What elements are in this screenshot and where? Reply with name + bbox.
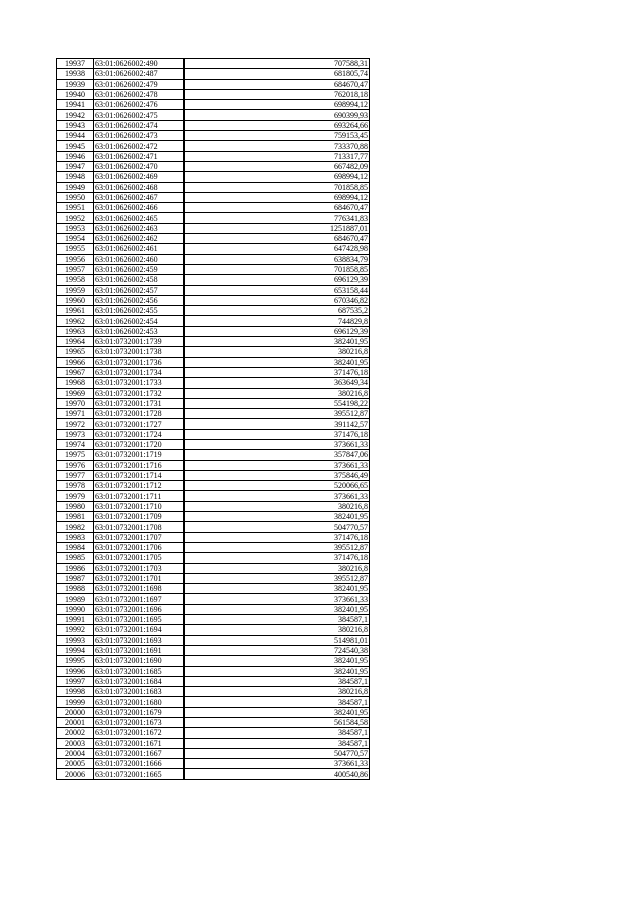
row-number-cell: 20004 [57,748,94,758]
cadastral-value-cell: 684670,47 [184,234,370,244]
cadastral-value-cell: 373661,33 [184,439,370,449]
cadastral-number-cell: 63:01:0732001:1733 [94,378,185,388]
cadastral-value-cell: 384587,1 [184,615,370,625]
row-number-cell: 20006 [57,769,94,779]
cadastral-number-cell: 63:01:0732001:1727 [94,419,185,429]
cadastral-number-cell: 63:01:0626002:455 [94,306,185,316]
table-row [57,697,370,707]
cadastral-number-cell: 63:01:0732001:1685 [94,666,185,676]
cadastral-value-cell: 395512,87 [184,573,370,583]
cadastral-number-cell: 63:01:0732001:1710 [94,501,185,511]
cadastral-number-cell: 63:01:0626002:471 [94,151,185,161]
table-row [57,59,370,69]
cadastral-number-cell: 63:01:0732001:1694 [94,625,185,635]
row-number-cell: 19993 [57,635,94,645]
row-number-cell: 19985 [57,553,94,563]
cadastral-number-cell: 63:01:0732001:1666 [94,759,185,769]
cadastral-value-cell: 400540,86 [184,769,370,779]
row-number-cell: 19997 [57,676,94,686]
table-row [57,223,370,233]
table-row [57,738,370,748]
table-row [57,234,370,244]
cadastral-value-cell: 693264,66 [184,120,370,130]
cadastral-number-cell: 63:01:0626002:466 [94,203,185,213]
cadastral-value-cell: 382401,95 [184,666,370,676]
cadastral-number-cell: 63:01:0626002:476 [94,100,185,110]
row-number-cell: 19964 [57,337,94,347]
cadastral-value-cell: 373661,33 [184,460,370,470]
cadastral-number-cell: 63:01:0732001:1698 [94,584,185,594]
cadastral-number-cell: 63:01:0732001:1734 [94,367,185,377]
cadastral-number-cell: 63:01:0732001:1711 [94,491,185,501]
cadastral-value-cell: 698994,12 [184,100,370,110]
cadastral-number-cell: 63:01:0732001:1731 [94,398,185,408]
table-row [57,203,370,213]
table-row [57,398,370,408]
cadastral-value-cell: 391142,57 [184,419,370,429]
row-number-cell: 19968 [57,378,94,388]
cadastral-number-cell: 63:01:0626002:474 [94,120,185,130]
row-number-cell: 19989 [57,594,94,604]
cadastral-number-cell: 63:01:0732001:1680 [94,697,185,707]
cadastral-number-cell: 63:01:0732001:1708 [94,522,185,532]
table-row [57,337,370,347]
cadastral-number-cell: 63:01:0732001:1679 [94,707,185,717]
cadastral-number-cell: 63:01:0732001:1696 [94,604,185,614]
table-row [57,450,370,460]
table-row [57,687,370,697]
cadastral-value-cell: 733370,88 [184,141,370,151]
row-number-cell: 19977 [57,470,94,480]
cadastral-value-cell: 504770,57 [184,522,370,532]
table-row [57,501,370,511]
cadastral-number-cell: 63:01:0626002:461 [94,244,185,254]
row-number-cell: 19999 [57,697,94,707]
table-row [57,522,370,532]
cadastral-value-cell: 382401,95 [184,512,370,522]
row-number-cell: 19998 [57,687,94,697]
cadastral-value-table [56,58,370,780]
row-number-cell: 19939 [57,79,94,89]
cadastral-number-cell: 63:01:0626002:458 [94,275,185,285]
cadastral-number-cell: 63:01:0732001:1712 [94,481,185,491]
row-number-cell: 19978 [57,481,94,491]
row-number-cell: 19976 [57,460,94,470]
cadastral-number-cell: 63:01:0626002:468 [94,182,185,192]
cadastral-value-cell: 371476,18 [184,429,370,439]
cadastral-value-cell: 701858,85 [184,182,370,192]
table-row [57,563,370,573]
row-number-cell: 19973 [57,429,94,439]
table-row [57,728,370,738]
cadastral-value-cell: 561584,58 [184,718,370,728]
cadastral-number-cell: 63:01:0732001:1701 [94,573,185,583]
row-number-cell: 20002 [57,728,94,738]
table-row [57,594,370,604]
cadastral-number-cell: 63:01:0626002:465 [94,213,185,223]
table-row [57,100,370,110]
row-number-cell: 19962 [57,316,94,326]
table-row [57,367,370,377]
cadastral-number-cell: 63:01:0732001:1736 [94,357,185,367]
table-row [57,645,370,655]
cadastral-value-cell: 687535,2 [184,306,370,316]
row-number-cell: 19995 [57,656,94,666]
cadastral-number-cell: 63:01:0732001:1719 [94,450,185,460]
cadastral-number-cell: 63:01:0732001:1716 [94,460,185,470]
row-number-cell: 19991 [57,615,94,625]
cadastral-number-cell: 63:01:0626002:487 [94,69,185,79]
row-number-cell: 19961 [57,306,94,316]
row-number-cell: 20000 [57,707,94,717]
row-number-cell: 19945 [57,141,94,151]
table-row [57,388,370,398]
cadastral-number-cell: 63:01:0732001:1671 [94,738,185,748]
table-row [57,409,370,419]
row-number-cell: 19950 [57,192,94,202]
cadastral-number-cell: 63:01:0732001:1703 [94,563,185,573]
cadastral-value-cell: 357847,06 [184,450,370,460]
cadastral-number-cell: 63:01:0732001:1665 [94,769,185,779]
cadastral-value-cell: 690399,93 [184,110,370,120]
cadastral-number-cell: 63:01:0732001:1667 [94,748,185,758]
cadastral-number-cell: 63:01:0732001:1697 [94,594,185,604]
table-row [57,141,370,151]
cadastral-number-cell: 63:01:0732001:1691 [94,645,185,655]
cadastral-number-cell: 63:01:0732001:1720 [94,439,185,449]
row-number-cell: 19947 [57,161,94,171]
cadastral-number-cell: 63:01:0732001:1732 [94,388,185,398]
cadastral-value-cell: 380216,8 [184,563,370,573]
row-number-cell: 19943 [57,120,94,130]
cadastral-number-cell: 63:01:0626002:469 [94,172,185,182]
cadastral-value-cell: 375846,49 [184,470,370,480]
table-row [57,676,370,686]
cadastral-number-cell: 63:01:0626002:470 [94,161,185,171]
cadastral-value-cell: 380216,8 [184,625,370,635]
table-row [57,182,370,192]
cadastral-number-cell: 63:01:0732001:1673 [94,718,185,728]
row-number-cell: 19955 [57,244,94,254]
table-row [57,656,370,666]
table-row [57,347,370,357]
cadastral-number-cell: 63:01:0626002:473 [94,131,185,141]
cadastral-number-cell: 63:01:0626002:456 [94,295,185,305]
cadastral-value-cell: 384587,1 [184,676,370,686]
row-number-cell: 19944 [57,131,94,141]
cadastral-number-cell: 63:01:0732001:1693 [94,635,185,645]
table-row [57,213,370,223]
cadastral-value-cell: 759153,45 [184,131,370,141]
table-row [57,666,370,676]
table-row [57,625,370,635]
table-row [57,151,370,161]
row-number-cell: 20001 [57,718,94,728]
row-number-cell: 19966 [57,357,94,367]
row-number-cell: 19941 [57,100,94,110]
row-number-cell: 19974 [57,439,94,449]
cadastral-number-cell: 63:01:0626002:472 [94,141,185,151]
cadastral-value-cell: 380216,8 [184,347,370,357]
cadastral-number-cell: 63:01:0626002:467 [94,192,185,202]
cadastral-value-cell: 698994,12 [184,192,370,202]
cadastral-value-cell: 684670,47 [184,203,370,213]
cadastral-value-cell: 371476,18 [184,532,370,542]
cadastral-number-cell: 63:01:0626002:454 [94,316,185,326]
table-row [57,512,370,522]
cadastral-number-cell: 63:01:0626002:478 [94,89,185,99]
table-row [57,553,370,563]
row-number-cell: 19987 [57,573,94,583]
row-number-cell: 20003 [57,738,94,748]
table-row [57,110,370,120]
cadastral-number-cell: 63:01:0732001:1738 [94,347,185,357]
table-row [57,131,370,141]
cadastral-value-cell: 373661,33 [184,491,370,501]
cadastral-number-cell: 63:01:0732001:1739 [94,337,185,347]
table-row [57,635,370,645]
row-number-cell: 19960 [57,295,94,305]
row-number-cell: 19994 [57,645,94,655]
row-number-cell: 19963 [57,326,94,336]
row-number-cell: 19953 [57,223,94,233]
cadastral-number-cell: 63:01:0732001:1683 [94,687,185,697]
table-row [57,573,370,583]
row-number-cell: 19949 [57,182,94,192]
row-number-cell: 19988 [57,584,94,594]
cadastral-value-cell: 384587,1 [184,728,370,738]
cadastral-number-cell: 63:01:0732001:1695 [94,615,185,625]
cadastral-number-cell: 63:01:0626002:490 [94,59,185,69]
table-row [57,584,370,594]
cadastral-value-cell: 696129,39 [184,275,370,285]
cadastral-value-cell: 724540,38 [184,645,370,655]
table-row [57,89,370,99]
cadastral-value-cell: 762018,18 [184,89,370,99]
table-row [57,79,370,89]
cadastral-value-cell: 707588,31 [184,59,370,69]
cadastral-number-cell: 63:01:0626002:453 [94,326,185,336]
row-number-cell: 19957 [57,264,94,274]
cadastral-number-cell: 63:01:0626002:479 [94,79,185,89]
row-number-cell: 19938 [57,69,94,79]
table-row [57,481,370,491]
row-number-cell: 19951 [57,203,94,213]
cadastral-value-cell: 373661,33 [184,759,370,769]
table-row [57,254,370,264]
table-row [57,378,370,388]
cadastral-value-cell: 554198,22 [184,398,370,408]
cadastral-value-cell: 382401,95 [184,584,370,594]
cadastral-value-cell: 380216,8 [184,687,370,697]
cadastral-value-cell: 395512,87 [184,409,370,419]
cadastral-value-cell: 382401,95 [184,656,370,666]
row-number-cell: 20005 [57,759,94,769]
row-number-cell: 19996 [57,666,94,676]
row-number-cell: 19956 [57,254,94,264]
row-number-cell: 19959 [57,285,94,295]
table-row [57,172,370,182]
table-row [57,718,370,728]
cadastral-value-cell: 698994,12 [184,172,370,182]
cadastral-number-cell: 63:01:0732001:1684 [94,676,185,686]
table-row [57,264,370,274]
table-row [57,429,370,439]
cadastral-value-cell: 380216,8 [184,388,370,398]
cadastral-value-cell: 701858,85 [184,264,370,274]
table-row [57,439,370,449]
row-number-cell: 19990 [57,604,94,614]
table-row [57,192,370,202]
row-number-cell: 19952 [57,213,94,223]
cadastral-number-cell: 63:01:0732001:1672 [94,728,185,738]
table-row [57,748,370,758]
table-row [57,604,370,614]
cadastral-value-cell: 667482,09 [184,161,370,171]
table-row [57,120,370,130]
table-row [57,769,370,779]
row-number-cell: 19975 [57,450,94,460]
row-number-cell: 19958 [57,275,94,285]
cadastral-number-cell: 63:01:0732001:1706 [94,542,185,552]
cadastral-number-cell: 63:01:0626002:475 [94,110,185,120]
cadastral-number-cell: 63:01:0732001:1714 [94,470,185,480]
row-number-cell: 19942 [57,110,94,120]
cadastral-value-cell: 382401,95 [184,357,370,367]
cadastral-value-cell: 653158,44 [184,285,370,295]
cadastral-number-cell: 63:01:0626002:459 [94,264,185,274]
cadastral-number-cell: 63:01:0732001:1724 [94,429,185,439]
table-row [57,357,370,367]
row-number-cell: 19981 [57,512,94,522]
table-row [57,244,370,254]
cadastral-value-cell: 380216,8 [184,501,370,511]
cadastral-value-cell: 670346,82 [184,295,370,305]
cadastral-value-cell: 382401,95 [184,707,370,717]
table-row [57,161,370,171]
table-row [57,419,370,429]
cadastral-value-cell: 696129,39 [184,326,370,336]
cadastral-value-cell: 638834,79 [184,254,370,264]
cadastral-value-cell: 373661,33 [184,594,370,604]
row-number-cell: 19986 [57,563,94,573]
cadastral-number-cell: 63:01:0732001:1707 [94,532,185,542]
table-row [57,285,370,295]
cadastral-value-cell: 776341,83 [184,213,370,223]
table-row [57,759,370,769]
row-number-cell: 19972 [57,419,94,429]
table-row [57,532,370,542]
row-number-cell: 19946 [57,151,94,161]
table-row [57,316,370,326]
cadastral-number-cell: 63:01:0732001:1709 [94,512,185,522]
row-number-cell: 19937 [57,59,94,69]
row-number-cell: 19992 [57,625,94,635]
row-number-cell: 19982 [57,522,94,532]
cadastral-value-cell: 713317,77 [184,151,370,161]
row-number-cell: 19965 [57,347,94,357]
cadastral-number-cell: 63:01:0732001:1705 [94,553,185,563]
cadastral-number-cell: 63:01:0626002:460 [94,254,185,264]
table-row [57,460,370,470]
table-row [57,275,370,285]
cadastral-number-cell: 63:01:0626002:462 [94,234,185,244]
table-row [57,326,370,336]
row-number-cell: 19969 [57,388,94,398]
cadastral-number-cell: 63:01:0626002:457 [94,285,185,295]
cadastral-value-cell: 520066,65 [184,481,370,491]
table-row [57,295,370,305]
cadastral-value-cell: 684670,47 [184,79,370,89]
row-number-cell: 19980 [57,501,94,511]
cadastral-value-cell: 382401,95 [184,337,370,347]
cadastral-value-cell: 647428,98 [184,244,370,254]
cadastral-value-cell: 395512,87 [184,542,370,552]
row-number-cell: 19948 [57,172,94,182]
cadastral-value-cell: 384587,1 [184,697,370,707]
cadastral-number-cell: 63:01:0626002:463 [94,223,185,233]
row-number-cell: 19979 [57,491,94,501]
cadastral-number-cell: 63:01:0732001:1690 [94,656,185,666]
row-number-cell: 19970 [57,398,94,408]
row-number-cell: 19983 [57,532,94,542]
cadastral-value-cell: 744829,8 [184,316,370,326]
cadastral-value-cell: 1251887,01 [184,223,370,233]
cadastral-value-cell: 384587,1 [184,738,370,748]
table-row [57,69,370,79]
table-row [57,491,370,501]
cadastral-value-cell: 371476,18 [184,367,370,377]
cadastral-value-cell: 514981,01 [184,635,370,645]
row-number-cell: 19940 [57,89,94,99]
table-row [57,615,370,625]
row-number-cell: 19984 [57,542,94,552]
cadastral-number-cell: 63:01:0732001:1728 [94,409,185,419]
row-number-cell: 19971 [57,409,94,419]
cadastral-value-cell: 382401,95 [184,604,370,614]
row-number-cell: 19967 [57,367,94,377]
table-row [57,707,370,717]
table-row [57,470,370,480]
cadastral-value-cell: 371476,18 [184,553,370,563]
table-body [57,59,370,780]
cadastral-value-cell: 504770,57 [184,748,370,758]
table-row [57,306,370,316]
cadastral-value-cell: 363649,34 [184,378,370,388]
table-row [57,542,370,552]
row-number-cell: 19954 [57,234,94,244]
cadastral-value-cell: 681805,74 [184,69,370,79]
